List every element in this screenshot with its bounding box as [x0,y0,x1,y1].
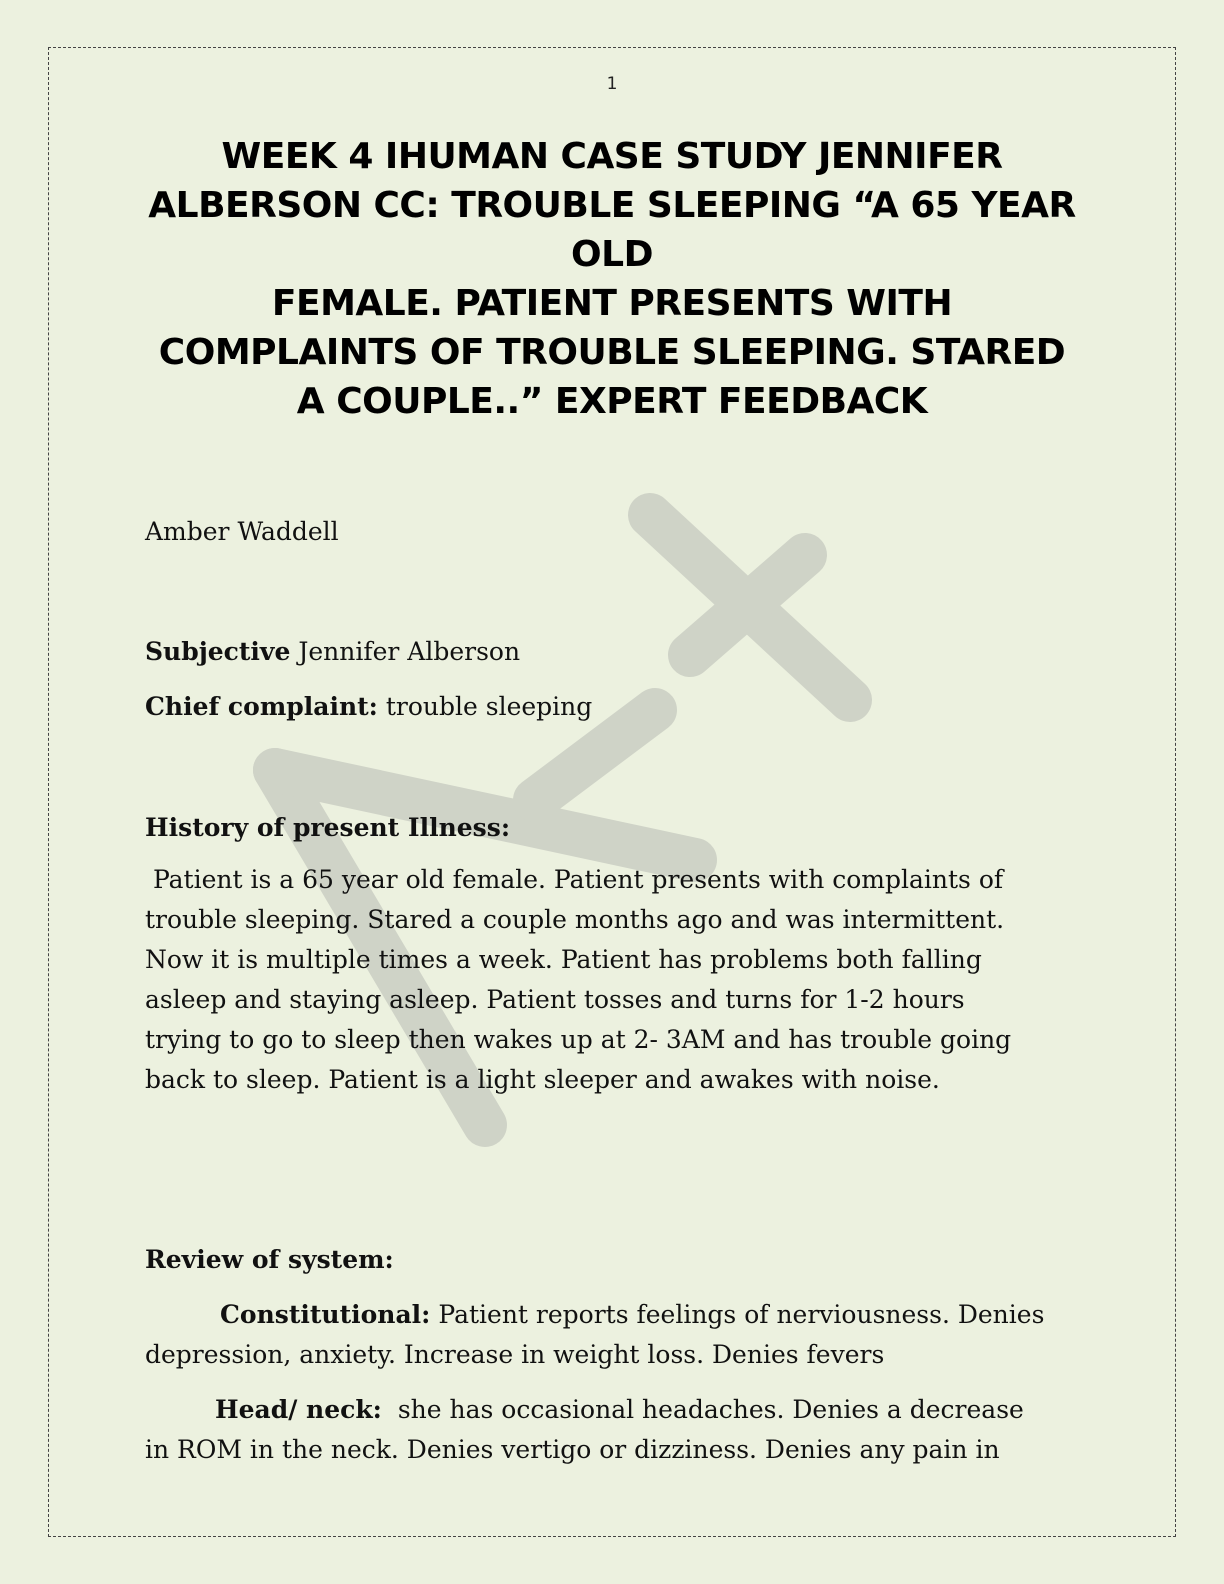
subjective-label: Subjective [145,637,291,666]
ros-head-neck [145,1390,1095,1470]
constitutional-text: Patient reports feelings of nerviousness. Denies [438,1300,1045,1329]
document-title [120,132,1104,426]
hpi-paragraph [145,860,1095,1100]
chief-complaint-label: Chief complaint: [145,692,378,721]
ros-constitutional [145,1295,1095,1375]
subjective-line [145,632,1095,672]
hpi-heading: History of present Illness: [145,813,511,842]
title-line: COMPLAINTS OF TROUBLE SLEEPING. STARED [158,332,1066,373]
title-line: A COUPLE..” EXPERT FEEDBACK [296,381,928,422]
hpi-line: Now it is multiple times a week. Patient has problems both falling [145,945,982,974]
title-line: WEEK 4 IHUMAN CASE STUDY JENNIFER [221,136,1003,177]
head-neck-text-continued: in ROM in the neck. Denies vertigo or dizziness. Denies any pain in [145,1435,1000,1464]
hpi-line: trying to go to sleep then wakes up at 2- 3AM and has trouble going [145,1025,1012,1054]
constitutional-text-continued: depression, anxiety. Increase in weight loss. Denies fevers [145,1340,885,1369]
author-name: Amber Waddell [145,517,339,546]
head-neck-label: Head/ neck: [215,1395,382,1424]
ros-heading: Review of system: [145,1245,394,1274]
title-line: FEMALE. PATIENT PRESENTS WITH [271,283,953,324]
title-line: ALBERSON CC: TROUBLE SLEEPING “A 65 YEAR [148,185,1076,226]
subjective-value: Jennifer Alberson [298,637,521,666]
chief-complaint-line [145,687,1095,727]
hpi-line: asleep and staying asleep. Patient tosses and turns for 1-2 hours [145,985,965,1014]
head-neck-text: she has occasional headaches. Denies a decrease [397,1395,1024,1424]
ros-constitutional-line [145,1295,1095,1335]
title-line: OLD [571,234,653,275]
hpi-line: trouble sleeping. Stared a couple months ago and was intermittent. [145,905,1005,934]
hpi-line: Patient is a 65 year old female. Patient presents with complaints of [145,865,1004,894]
chief-complaint-value: trouble sleeping [385,692,593,721]
page-number: 1 [606,74,618,94]
hpi-line: back to sleep. Patient is a light sleeper and awakes with noise. [145,1065,940,1094]
ros-head-neck-line [145,1390,1095,1430]
constitutional-label: Constitutional: [220,1300,431,1329]
